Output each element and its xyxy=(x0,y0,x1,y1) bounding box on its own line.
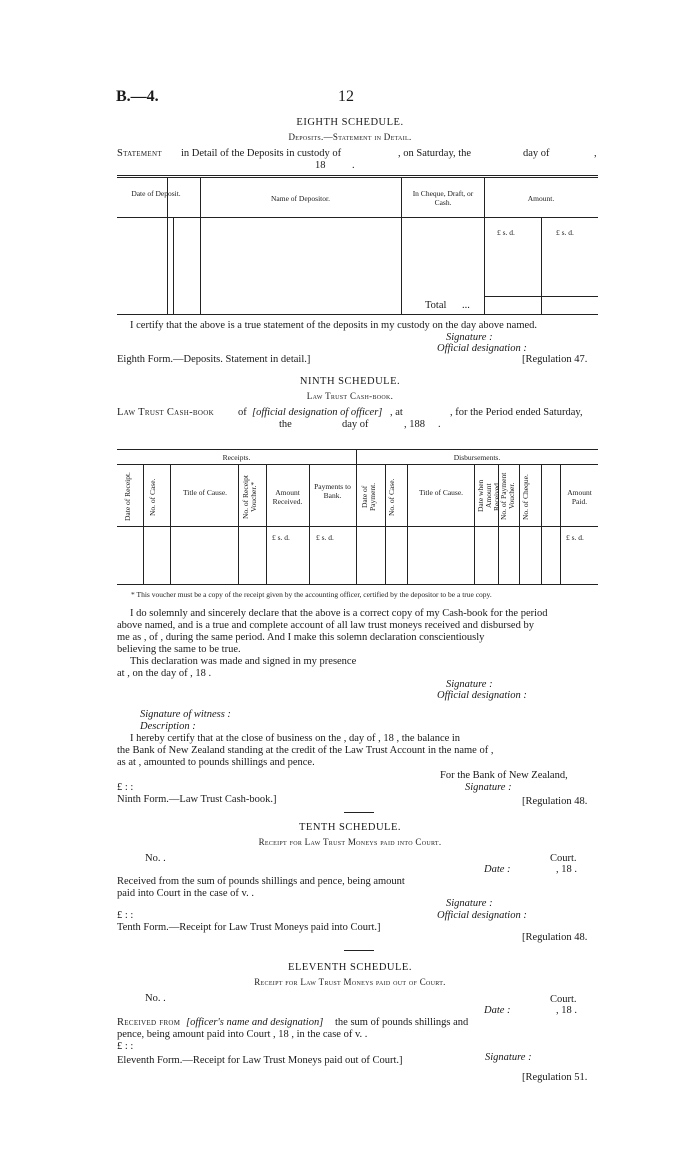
page-number: 12 xyxy=(338,88,354,105)
ninth-col-divider xyxy=(541,464,542,584)
eighth-col-divider xyxy=(167,178,168,314)
ninth-header-rule xyxy=(117,526,598,527)
ninth-line-label: Law Trust Cash-book xyxy=(117,407,214,418)
ninth-line-designation: [official designation of officer] xyxy=(252,407,383,418)
eighth-col-name: Name of Depositor. xyxy=(271,194,330,203)
ninth-line-of: of xyxy=(238,407,247,418)
tenth-official-label: Official designation : xyxy=(437,910,527,921)
ninth-money-units: £ s. d. xyxy=(316,533,334,542)
eighth-comma: , xyxy=(594,148,597,159)
eleventh-received-prefix: Received from xyxy=(117,1017,181,1028)
ninth-table-bottom xyxy=(117,584,598,585)
tenth-case-line: paid into Court in the case of v. . xyxy=(117,888,254,899)
tenth-signature-label: Signature : xyxy=(446,898,493,909)
ninth-col-divider xyxy=(407,464,408,584)
eighth-total-label: Total xyxy=(425,300,447,311)
tenth-pound-line: £ : : xyxy=(117,910,134,921)
eleventh-heading: ELEVENTH SCHEDULE. xyxy=(288,962,412,973)
ninth-disbursements-label: Disbursements. xyxy=(453,453,501,462)
eighth-money-units: £ s. d. xyxy=(556,228,574,237)
ninth-col-divider xyxy=(143,464,144,584)
tenth-court-label: Court. xyxy=(550,853,577,864)
eighth-col-divider xyxy=(173,217,174,314)
eighth-col-date: Date of Deposit. xyxy=(131,189,181,198)
ninth-line-the: the xyxy=(279,419,292,430)
ninth-declaration-made: This declaration was made and signed in my presence xyxy=(130,656,357,667)
eighth-col-divider xyxy=(401,178,402,314)
ninth-subheading: Law Trust Cash-book. xyxy=(306,391,394,401)
eleventh-received-rest: the sum of pounds shillings and xyxy=(335,1017,469,1028)
ninth-line-dot: . xyxy=(438,419,441,430)
tenth-no-label: No. . xyxy=(145,853,166,864)
eleventh-pence-line: pence, being amount paid into Court , 18 , in the case of v. . xyxy=(117,1029,368,1040)
tenth-date-value: , 18 . xyxy=(556,864,577,875)
ninth-form-label: Ninth Form.—Law Trust Cash-book.] xyxy=(117,794,277,805)
eighth-heading: EIGHTH SCHEDULE. xyxy=(296,117,404,128)
ninth-regulation: [Regulation 48. xyxy=(522,796,588,807)
section-divider xyxy=(344,812,374,813)
ninth-signature-label: Signature : xyxy=(446,679,493,690)
ninth-col-title: Title of Cause. xyxy=(182,488,228,497)
eighth-regulation: [Regulation 47. xyxy=(522,354,588,365)
eleventh-regulation: [Regulation 51. xyxy=(522,1072,588,1083)
page-code: B.—4. xyxy=(116,88,159,105)
tenth-form-label: Tenth Form.—Receipt for Law Trust Moneys paid into Court.] xyxy=(117,922,381,933)
ninth-declaration-line: above named, and is a true and complete account of all law trust moneys received and disbursed by xyxy=(117,620,534,631)
ninth-col-divider xyxy=(474,464,475,584)
ninth-line-at: , at xyxy=(390,407,403,418)
eleventh-subheading: Receipt for Law Trust Moneys paid out of Court. xyxy=(254,977,446,987)
eleventh-court-label: Court. xyxy=(550,994,577,1005)
ninth-col-title: Title of Cause. xyxy=(418,488,464,497)
eighth-table-top xyxy=(117,175,598,176)
tenth-regulation: [Regulation 48. xyxy=(522,932,588,943)
eleventh-form-label: Eleventh Form.—Receipt for Law Trust Moneys paid out of Court.] xyxy=(117,1055,403,1066)
ninth-declaration-line: I do solemnly and sincerely declare that the above is a correct copy of my Cash-book for the period xyxy=(130,608,548,619)
eighth-col-divider xyxy=(541,217,542,314)
ninth-certify-line: the Bank of New Zealand standing at the credit of the Law Trust Account in the name of , xyxy=(117,745,494,756)
ninth-official-label: Official designation : xyxy=(437,690,527,701)
ninth-col-cheque: No. of Cheque. xyxy=(521,474,530,520)
ninth-money-units: £ s. d. xyxy=(566,533,584,542)
eleventh-date-value: , 18 . xyxy=(556,1005,577,1016)
ninth-col-case-no: No. of Case. xyxy=(387,478,396,516)
ninth-heading: NINTH SCHEDULE. xyxy=(299,376,401,387)
eighth-col-amount: Amount. xyxy=(527,194,555,203)
ninth-money-units: £ s. d. xyxy=(272,533,290,542)
ninth-line-dayof: day of xyxy=(342,419,369,430)
eighth-certify: I certify that the above is a true statement of the deposits in my custody on the day above named. xyxy=(130,320,538,331)
ninth-col-divider xyxy=(560,464,561,584)
eighth-subheading: Deposits.—Statement in Detail. xyxy=(288,132,412,142)
ninth-col-payment-voucher: No. of Payment Voucher. xyxy=(499,472,516,520)
eighth-table-top2 xyxy=(117,177,598,178)
ninth-certify-line: I hereby certify that at the close of business on the , day of , 18 , the balance in xyxy=(130,733,461,744)
eleventh-date-label: Date : xyxy=(484,1005,511,1016)
ninth-table-top xyxy=(117,449,598,450)
ninth-col-amount-received: Amount Received. xyxy=(272,488,303,506)
ninth-declaration-line: believing the same to be true. xyxy=(117,644,241,655)
eighth-day-of: day of xyxy=(523,148,550,159)
eighth-form-label: Eighth Form.—Deposits. Statement in detail.] xyxy=(117,354,311,365)
eighth-statement-text: in Detail of the Deposits in custody of xyxy=(181,148,342,159)
ninth-col-divider xyxy=(170,464,171,584)
ninth-col-divider xyxy=(266,464,267,584)
ninth-col-voucher: No. of Receipt Voucher.* xyxy=(241,475,258,519)
ninth-col-amount-paid: Amount Paid. xyxy=(567,488,592,506)
ninth-col-divider xyxy=(385,464,386,584)
ninth-receipts-label: Receipts. xyxy=(222,453,251,462)
ninth-description-label: Description : xyxy=(140,721,196,732)
eighth-table-header-rule xyxy=(117,217,598,218)
eighth-on-saturday: , on Saturday, the xyxy=(398,148,472,159)
ninth-col-date-payment: Date of Payment. xyxy=(360,482,377,512)
ninth-section-rule xyxy=(117,464,598,465)
eighth-table-bottom xyxy=(117,314,598,315)
ninth-pound-line: £ : : xyxy=(117,782,134,793)
ninth-line-period: , for the Period ended Saturday, xyxy=(450,407,583,418)
ninth-col-date-amount: Date when Amount Received. xyxy=(476,479,501,513)
ninth-certify-line: as at , amounted to pounds shillings and pence. xyxy=(117,757,315,768)
eighth-year-dot: . xyxy=(352,160,355,171)
eighth-year: 18 xyxy=(315,160,326,171)
ninth-line-year: , 188 xyxy=(404,419,425,430)
tenth-subheading: Receipt for Law Trust Moneys paid into Court. xyxy=(258,837,442,847)
ninth-section-divider xyxy=(356,449,357,584)
ninth-col-date-receipt: Date of Receipt. xyxy=(123,472,132,522)
eighth-signature-label: Signature : xyxy=(446,332,493,343)
section-divider xyxy=(344,950,374,951)
ninth-col-payments-bank: Payments to Bank. xyxy=(314,482,351,500)
ninth-col-divider xyxy=(519,464,520,584)
ninth-declaration-line: me as , of , during the same period. And I make this solemn declaration conscientiously xyxy=(117,632,485,643)
eighth-total-dots: ... xyxy=(462,300,470,311)
ninth-footnote: * This voucher must be a copy of the receipt given by the accounting officer, certified by the depositor to be a true copy. xyxy=(131,590,492,599)
eighth-money-units: £ s. d. xyxy=(497,228,515,237)
ninth-at-line: at , on the day of , 18 . xyxy=(117,668,212,679)
ninth-witness-label: Signature of witness : xyxy=(140,709,231,720)
ninth-bank-signature: Signature : xyxy=(465,782,512,793)
tenth-received-line: Received from the sum of pounds shillings and pence, being amount xyxy=(117,876,405,887)
eleventh-signature-label: Signature : xyxy=(485,1052,532,1063)
eighth-official-label: Official designation : xyxy=(437,343,527,354)
eleventh-received-italic: [officer's name and designation] xyxy=(186,1017,324,1028)
ninth-col-divider xyxy=(238,464,239,584)
tenth-date-label: Date : xyxy=(484,864,511,875)
eleventh-no-label: No. . xyxy=(145,993,166,1004)
tenth-heading: TENTH SCHEDULE. xyxy=(299,822,401,833)
eleventh-pound-line: £ : : xyxy=(117,1041,134,1052)
eighth-col-cheque: In Cheque, Draft, or Cash. xyxy=(412,189,474,207)
ninth-bank-label: For the Bank of New Zealand, xyxy=(440,770,568,781)
eighth-statement-label: Statement xyxy=(117,148,162,159)
ninth-col-case-no: No. of Case. xyxy=(148,478,157,516)
